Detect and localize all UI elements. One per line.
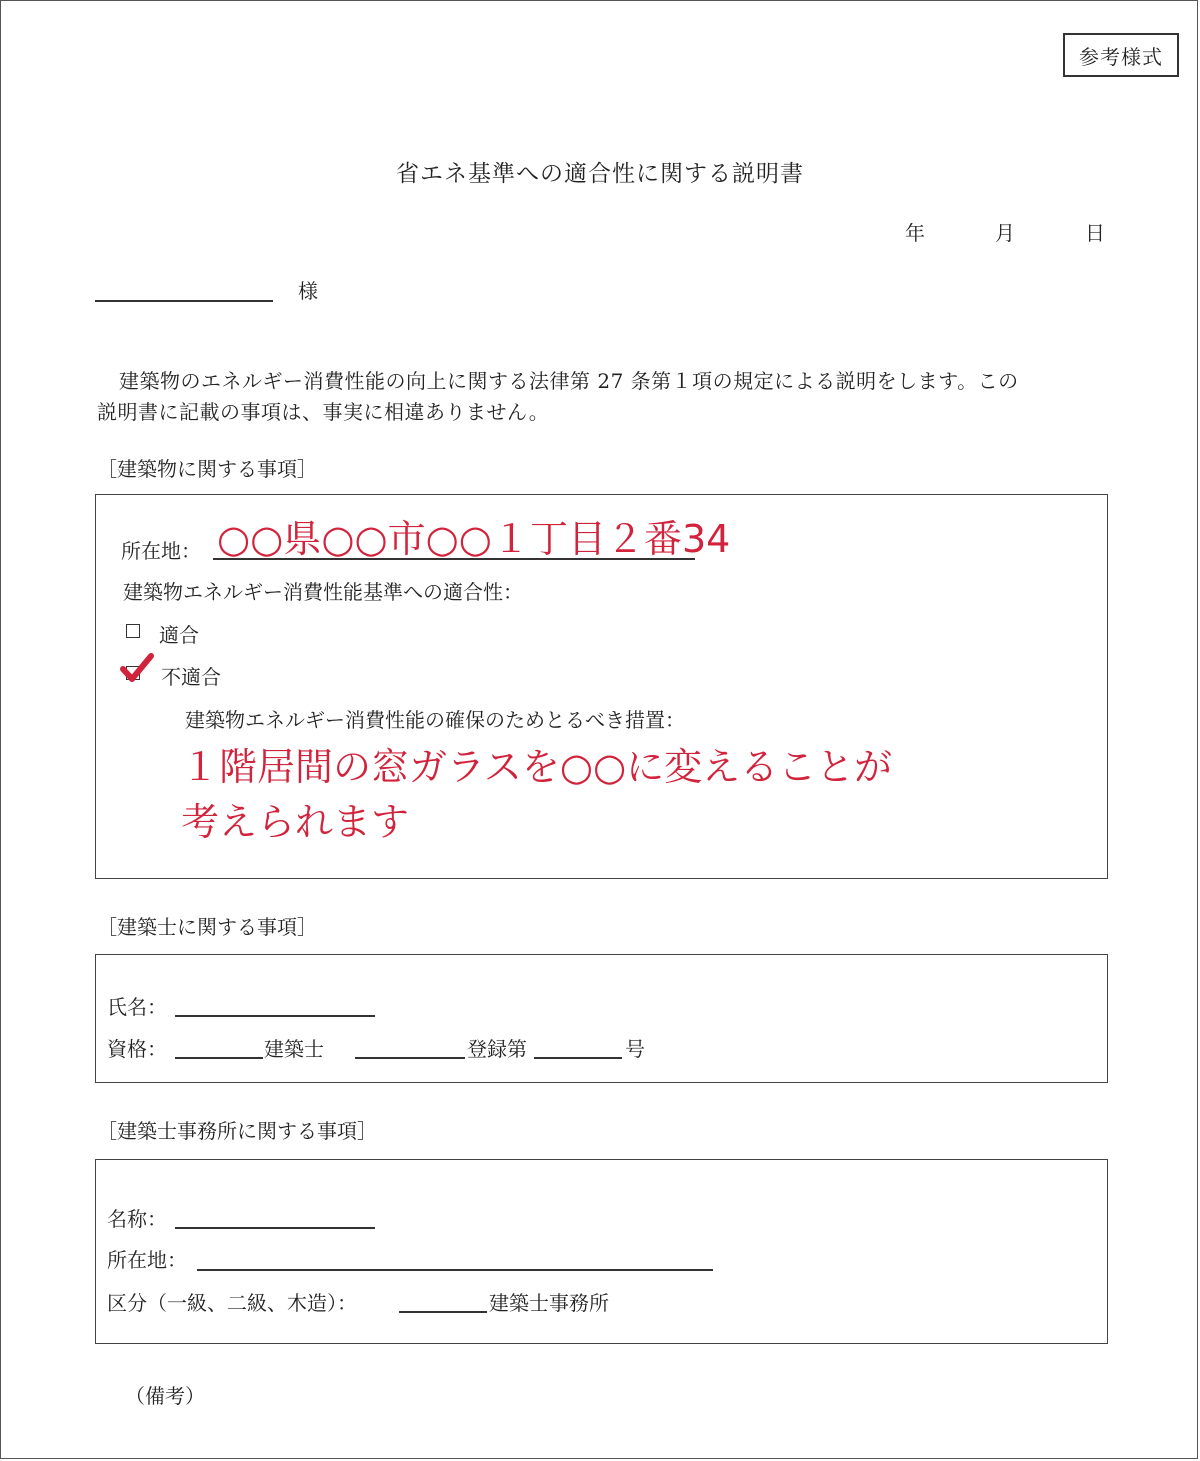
remarks-label: （備考） [125, 1384, 205, 1408]
building-location-label: 所在地： [121, 539, 201, 563]
intro-text-line1: 建築物のエネルギー消費性能の向上に関する法律第 27 条第１項の規定による説明をします。この [119, 369, 1019, 393]
office-location-line[interactable] [197, 1269, 713, 1271]
office-class-line[interactable] [399, 1311, 487, 1313]
building-location-value: ○○県○○市○○１丁目２番34 [217, 517, 731, 561]
measures-label: 建築物エネルギー消費性能の確保のためとるべき措置： [185, 708, 685, 732]
architect-reg-number-line[interactable] [534, 1057, 622, 1059]
measures-text-line2: 考えられます [181, 800, 410, 844]
office-section-box [95, 1159, 1108, 1344]
date-day: 日 [1085, 221, 1105, 245]
office-section-heading: ［建築士事務所に関する事項］ [97, 1119, 377, 1143]
checkmark-icon [119, 653, 155, 685]
office-class-suffix: 建築士事務所 [489, 1291, 609, 1315]
office-class-label: 区分（一級、二級、木造）： [107, 1291, 357, 1315]
architect-reg-label: 登録第 [467, 1037, 527, 1061]
architect-reg-suffix: 号 [625, 1037, 645, 1061]
architect-reg-prefix-line[interactable] [355, 1057, 465, 1059]
conform-checkbox[interactable] [126, 624, 140, 638]
addressee-suffix: 様 [298, 279, 318, 303]
architect-name-line[interactable] [175, 1015, 375, 1017]
office-location-label: 所在地： [107, 1248, 187, 1272]
conform-option-label: 適合 [159, 623, 199, 647]
office-name-line[interactable] [175, 1227, 375, 1229]
architect-qual-line[interactable] [175, 1057, 263, 1059]
architect-qual-suffix: 建築士 [264, 1037, 324, 1061]
reference-form-label: 参考様式 [1063, 33, 1179, 77]
building-section-heading: ［建築物に関する事項］ [97, 457, 317, 481]
architect-section-box [95, 954, 1108, 1083]
document-title: 省エネ基準への適合性に関する説明書 [396, 161, 804, 187]
office-name-label: 名称： [107, 1207, 167, 1231]
addressee-line[interactable] [95, 300, 273, 302]
measures-text-line1: １階居間の窓ガラスを○○に変えることが [181, 745, 893, 789]
architect-section-heading: ［建築士に関する事項］ [97, 915, 317, 939]
conformity-label: 建築物エネルギー消費性能基準への適合性： [123, 580, 523, 604]
date-year: 年 [905, 221, 925, 245]
architect-name-label: 氏名： [107, 995, 167, 1019]
date-month: 月 [995, 221, 1015, 245]
architect-qual-label: 資格： [107, 1037, 167, 1061]
intro-text-line2: 説明書に記載の事項は、事実に相違ありません。 [97, 400, 550, 424]
nonconform-option-label: 不適合 [161, 665, 221, 689]
